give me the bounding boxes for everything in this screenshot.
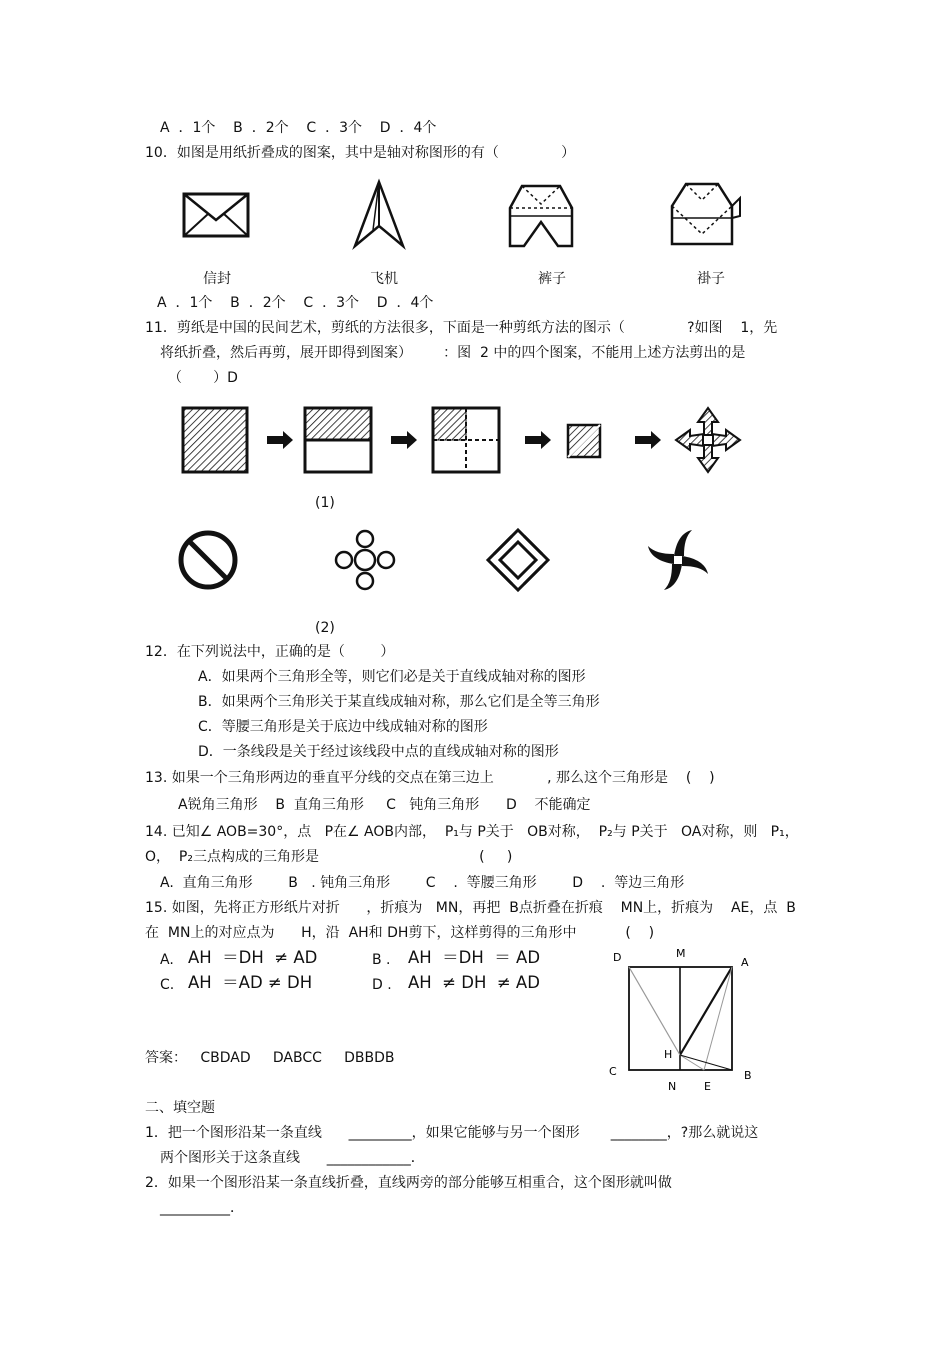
q11-line3: （ ）D <box>168 370 238 386</box>
paper-cut-patterns-figure <box>175 525 735 600</box>
q15-line2: 在 MN上的对应点为 H，沿 AH和 DH剪下，这样剪得的三角形中 ( ) <box>145 925 655 941</box>
fill-q1-line1: 1．把一个图形沿某一条直线 _________，如果它能够与另一个图形 ________，?那么就说这 <box>145 1125 759 1141</box>
fig-label-h: H <box>664 1048 673 1061</box>
q15-option-d-label: D . <box>372 977 392 993</box>
q10-label-airplane: 飞机 <box>370 271 398 287</box>
q15-line1: 15. 如图，先将正方形纸片对折 ，折痕为 MN，再把 B点折叠在折痕 MN上，折痕为 AE，点 B <box>145 900 796 916</box>
fig-label-m: M <box>676 947 686 960</box>
fill-q2-line1: 2．如果一个图形沿某一条直线折叠，直线两旁的部分能够互相重合，这个图形就叫做 <box>145 1175 672 1191</box>
section2-title: 二、填空题 <box>145 1100 215 1116</box>
envelope-figure <box>180 180 255 240</box>
q13-options: A锐角三角形 B 直角三角形 C 钝角三角形 D 不能确定 <box>178 797 591 813</box>
fig-label-b: B <box>744 1069 752 1082</box>
fig-label-e: E <box>704 1080 711 1093</box>
q11-line2: 将纸折叠，然后再剪，展开即得到图案） ：图 2 中的四个图案，不能用上述方法剪出的是 <box>160 345 746 361</box>
fig-label-c: C <box>609 1065 617 1078</box>
fig-label-a: A <box>741 956 749 969</box>
square-fold-figure <box>600 945 770 1095</box>
q14-line1: 14. 已知∠ AOB=30°，点 P在∠ AOB内部， P₁与 P关于 OB对称， P₂与 P关于 OA对称，则 P₁， <box>145 824 799 840</box>
q12-option-a: A．如果两个三角形全等，则它们必是关于直线成轴对称的图形 <box>198 669 586 685</box>
q10-options: A ．1个 B ．2个 C ．3个 D ．4个 <box>157 295 434 311</box>
q12-option-d: D．一条线段是关于经过该线段中点的直线成轴对称的图形 <box>198 744 559 760</box>
q12-stem: 12．在下列说法中，正确的是（ ） <box>145 644 395 660</box>
q9-options: A ．1个 B ．2个 C ．3个 D ．4个 <box>160 120 437 136</box>
fill-q1-line2: 两个图形关于这条直线 ____________． <box>160 1150 425 1166</box>
fig-label-d: D <box>613 951 622 964</box>
q11-fig1-label: (1) <box>315 495 335 511</box>
fill-q2-line2: __________． <box>160 1200 244 1216</box>
q10-label-jacket: 褂子 <box>697 271 725 287</box>
q12-option-b: B．如果两个三角形关于某直线成轴对称，那么它们是全等三角形 <box>198 694 600 710</box>
fig-label-n: N <box>668 1080 677 1093</box>
q13-stem: 13. 如果一个三角形两边的垂直平分线的交点在第三边上 , 那么这个三角形是 ( ) <box>145 770 715 786</box>
q15-option-a: AH ＝DH ≠ AD <box>188 948 318 967</box>
q10-label-envelope: 信封 <box>203 271 231 287</box>
pants-figure <box>500 178 585 250</box>
q15-option-d: AH ≠ DH ≠ AD <box>408 973 540 992</box>
q10-stem: 10．如图是用纸折叠成的图案，其中是轴对称图形的有（ ） <box>145 145 576 161</box>
paper-cut-steps-figure <box>175 398 755 483</box>
q15-option-c-label: C. <box>160 977 175 993</box>
airplane-figure <box>345 178 415 250</box>
q14-line2: O， P₂三点构成的三角形是 ( ) <box>145 849 513 865</box>
q12-option-c: C．等腰三角形是关于底边中线成轴对称的图形 <box>198 719 488 735</box>
q15-option-b-label: B . <box>372 952 391 968</box>
q15-option-b: AH ＝DH ＝ AD <box>408 948 541 967</box>
answers: 答案： CBDAD DABCC DBBDB <box>145 1050 395 1066</box>
q11-line1: 11．剪纸是中国的民间艺术，剪纸的方法很多，下面是一种剪纸方法的图示（ ?如图 1，先 <box>145 320 778 336</box>
q11-fig2-label: (2) <box>315 620 335 636</box>
jacket-figure <box>662 178 747 250</box>
q10-label-pants: 裤子 <box>538 271 566 287</box>
q15-option-a-label: A. <box>160 952 174 968</box>
q14-options: A. 直角三角形 B . 钝角三角形 C . 等腰三角形 D . 等边三角形 <box>160 875 685 891</box>
q15-option-c: AH ＝AD ≠ DH <box>188 973 313 992</box>
